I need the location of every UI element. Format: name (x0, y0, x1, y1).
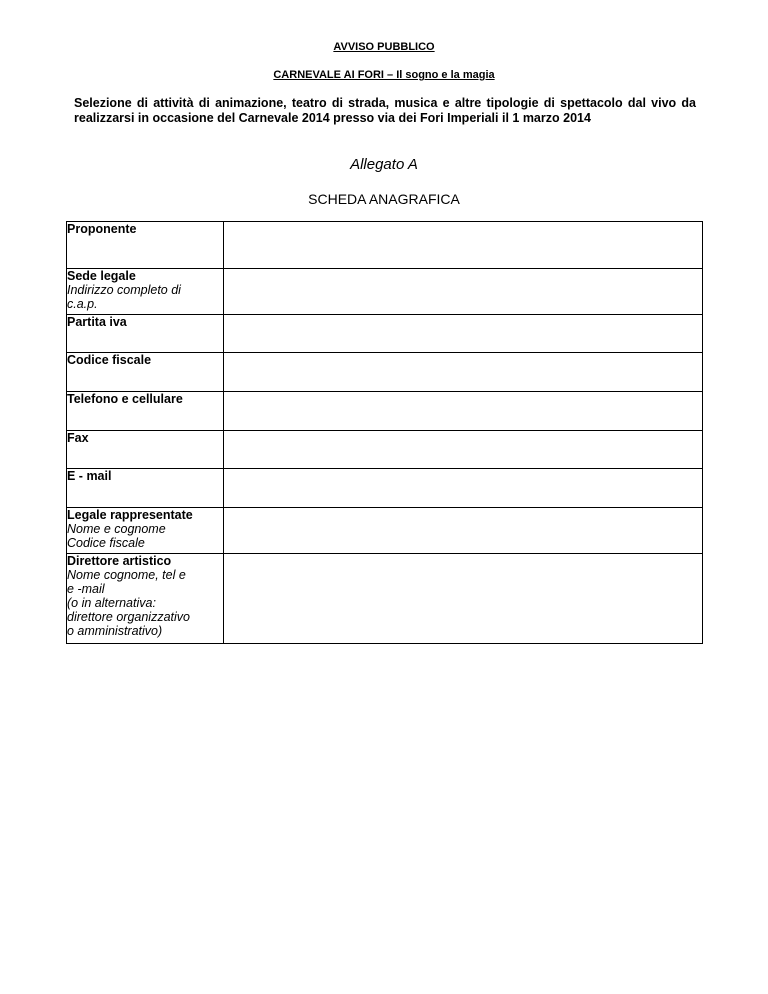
field-hint: Nome cognome, tel e (67, 568, 186, 582)
form-label-cell (67, 315, 224, 353)
field-hint: Nome e cognome (67, 522, 166, 536)
field-input-fax[interactable] (224, 431, 703, 469)
field-input-telefono[interactable] (224, 392, 703, 431)
form-label-cell (67, 269, 224, 315)
form-row-codice-fiscale (67, 353, 703, 392)
form-label-cell (67, 554, 224, 644)
form-label-cell (67, 469, 224, 508)
form-row-sede-legale (67, 269, 703, 315)
field-label-fax: Fax (67, 431, 89, 445)
form-label-cell (67, 508, 224, 554)
notice-title: AVVISO PUBBLICO (333, 41, 435, 53)
field-hint: Indirizzo completo di (67, 283, 181, 297)
field-label-telefono: Telefono e cellulare (67, 392, 183, 406)
field-label-email: E - mail (67, 469, 112, 483)
form-label-cell (67, 431, 224, 469)
form-row-legale-rappresentante (67, 508, 703, 554)
form-label-cell (67, 222, 224, 269)
field-input-sede-legale[interactable] (224, 269, 703, 315)
form-row-proponente (67, 222, 703, 269)
event-title: CARNEVALE AI FORI – Il sogno e la magia (273, 69, 495, 81)
form-row-telefono (67, 392, 703, 431)
registry-form-table (66, 221, 703, 644)
field-label-sede-legale: Sede legale (67, 269, 136, 283)
field-hint: direttore organizzativo (67, 610, 190, 624)
field-input-partita-iva[interactable] (224, 315, 703, 353)
field-label-legale-rappresentante: Legale rappresentate (67, 508, 193, 522)
field-input-email[interactable] (224, 469, 703, 508)
form-label-cell (67, 392, 224, 431)
attachment-title: Allegato A (350, 156, 418, 173)
field-label-proponente: Proponente (67, 222, 137, 236)
field-hint: (o in alternativa: (67, 596, 156, 610)
field-hint: o amministrativo) (67, 624, 163, 638)
form-row-direttore-artistico (67, 554, 703, 644)
field-label-codice-fiscale: Codice fiscale (67, 353, 152, 367)
form-row-partita-iva (67, 315, 703, 353)
field-input-codice-fiscale[interactable] (224, 353, 703, 392)
form-label-cell (67, 353, 224, 392)
field-input-legale-rappresentante[interactable] (224, 508, 703, 554)
field-input-direttore-artistico[interactable] (224, 554, 703, 644)
form-row-email (67, 469, 703, 508)
field-hint: e -mail (67, 582, 105, 596)
intro-paragraph: Selezione di attività di animazione, teatro di strada, musica e altre tipologie di spettacolo dal vivo da realizzarsi in occasione del Carnevale 2014 presso via dei Fori Imperiali il 1 marzo 2014 (74, 96, 696, 125)
field-hint: c.a.p. (67, 297, 98, 311)
field-input-proponente[interactable] (224, 222, 703, 269)
field-label-partita-iva: Partita iva (67, 315, 127, 329)
field-hint: Codice fiscale (67, 536, 145, 550)
form-row-fax (67, 431, 703, 469)
form-title: SCHEDA ANAGRAFICA (308, 191, 460, 207)
field-label-direttore-artistico: Direttore artistico (67, 554, 172, 568)
